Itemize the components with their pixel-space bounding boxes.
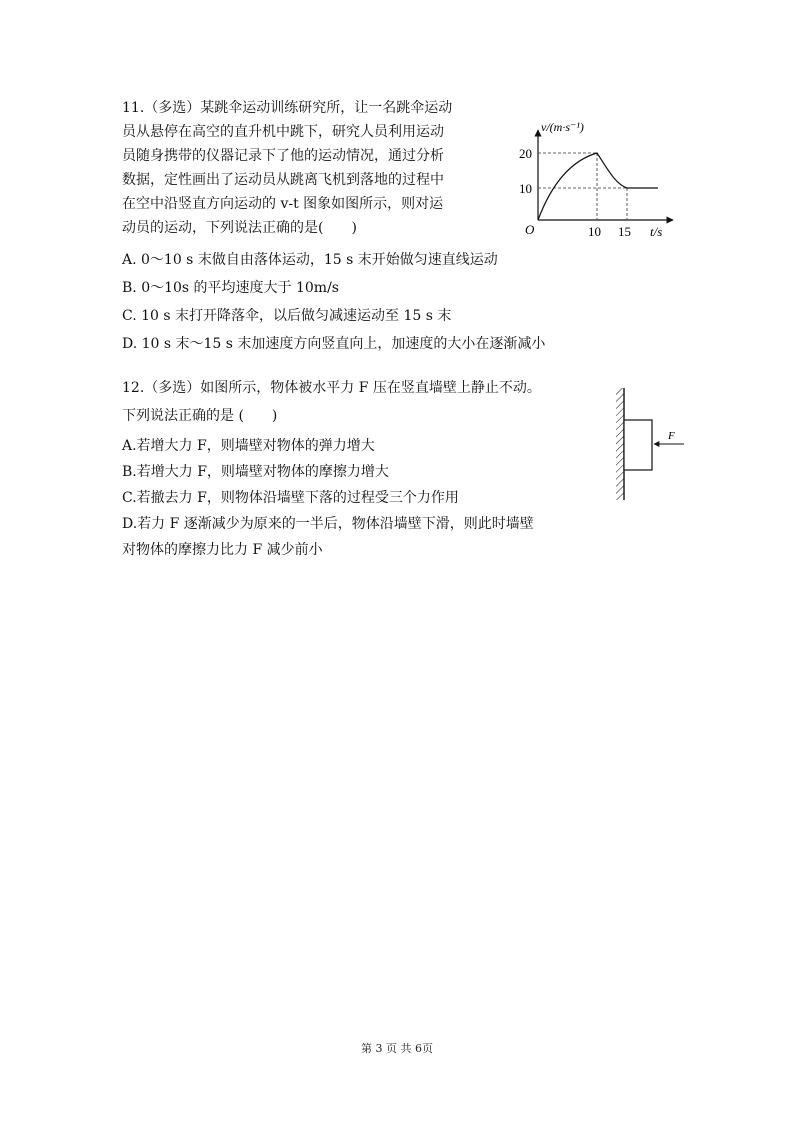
page-footer: 第 3 页 共 6页 bbox=[361, 1042, 433, 1055]
q12-option-b: B.若增大力 F，则墙壁对物体的摩擦力增大 bbox=[122, 464, 389, 480]
y-tick-20: 20 bbox=[519, 146, 532, 161]
x-tick-15: 15 bbox=[618, 224, 631, 239]
x-tick-10: 10 bbox=[588, 224, 601, 239]
force-label: F bbox=[668, 430, 675, 442]
q12-option-c: C.若撤去力 F，则物体沿墙壁下落的过程受三个力作用 bbox=[122, 490, 459, 506]
q11-line-5: 在空中沿竖直方向运动的 v-t 图象如图所示，则对运 bbox=[122, 196, 444, 212]
wall-figure bbox=[612, 384, 692, 504]
x-axis-label: t/s bbox=[650, 224, 663, 239]
q11-line-6: 动员的运动，下列说法正确的是( ) bbox=[122, 220, 357, 236]
q11-option-a: A. 0～10 s 末做自由落体运动，15 s 末开始做匀速直线运动 bbox=[122, 252, 498, 268]
q12-line-2: 下列说法正确的是 ( ) bbox=[122, 408, 278, 424]
q12-option-d: D.若力 F 逐渐减少为原来的一半后，物体沿墙壁下滑，则此时墙壁 bbox=[122, 516, 534, 532]
q12-option-a: A.若增大力 F，则墙壁对物体的弹力增大 bbox=[122, 438, 375, 454]
q11-line-3: 员随身携带的仪器记录下了他的运动情况，通过分析 bbox=[122, 148, 444, 164]
q11-option-d: D. 10 s 末～15 s 末加速度方向竖直向上，加速度的大小在逐渐减小 bbox=[122, 336, 546, 352]
y-tick-10: 10 bbox=[519, 181, 532, 196]
q12-option-d-cont: 对物体的摩擦力比力 F 减少前小 bbox=[122, 542, 323, 558]
velocity-curve bbox=[538, 153, 658, 220]
q11-option-b: B. 0～10s 的平均速度大于 10m/s bbox=[122, 280, 339, 296]
q12-line-1: 12.（多选）如图所示，物体被水平力 F 压在竖直墙壁上静止不动。 bbox=[122, 380, 541, 396]
q11-line-1: 11.（多选）某跳伞运动训练研究所，让一名跳伞运动 bbox=[122, 100, 453, 116]
wall-hatching bbox=[616, 388, 624, 500]
block bbox=[624, 420, 652, 470]
q11-option-c: C. 10 s 末打开降落伞，以后做匀减速运动至 15 s 末 bbox=[122, 308, 452, 324]
q11-line-2: 员从悬停在高空的直升机中跳下，研究人员利用运动 bbox=[122, 124, 444, 140]
q11-line-4: 数据，定性画出了运动员从跳离飞机到落地的过程中 bbox=[122, 172, 444, 188]
vt-graph bbox=[515, 120, 675, 240]
y-axis-label: v/(m·s⁻¹) bbox=[541, 120, 584, 134]
origin-label: O bbox=[525, 222, 535, 237]
